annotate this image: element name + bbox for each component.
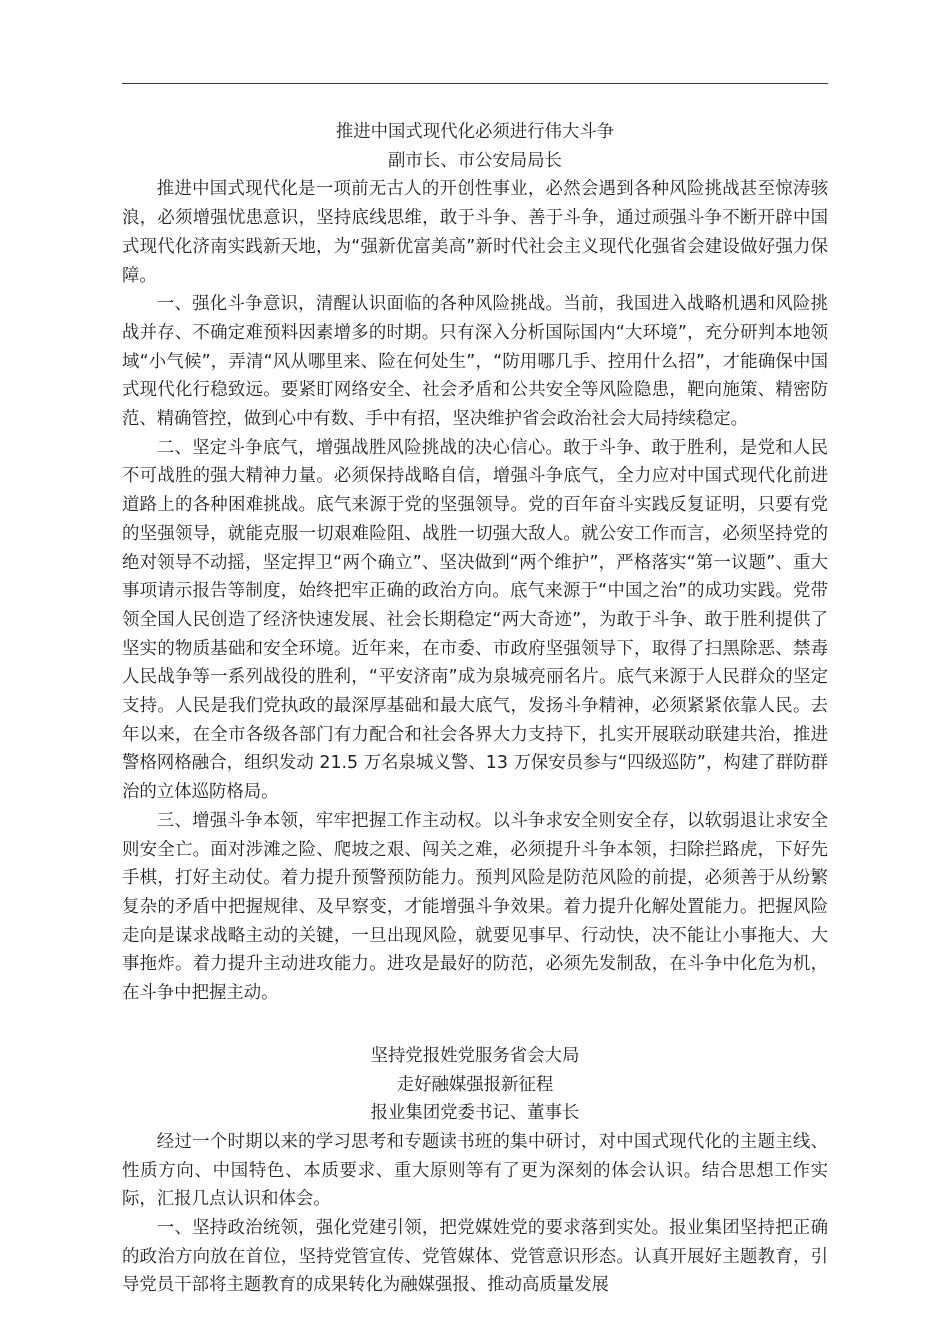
article-1-paragraph: 三、增强斗争本领，牢牢把握工作主动权。以斗争求安全则安全存，以软弱退让求安全则安全亡。面对涉滩之险、爬坡之艰、闯关之难，必须提升斗争本领，扫除拦路虎，下好先手棋，打好主动仗。着力提升预警预防能力。预判风险是防范风险的前提，必须善于从纷繁复杂的矛盾中把握规律、及早察变，才能增强斗争效果。着力提升化解处置能力。把握风险走向是谋求战略主动的关键，一旦出现风险，就要见事早、行动快，决不能让小事拖大、大事拖炸。着力提升主动进攻能力。进攻是最好的防范，必须先发制敌，在斗争中化危为机，在斗争中把握主动。	[122, 810, 828, 1004]
article-1-paragraph: 二、坚定斗争底气，增强战胜风险挑战的决心信心。敢于斗争、敢于胜利，是党和人民不可战胜的强大精神力量。必须保持战略自信，增强斗争底气，全力应对中国式现代化前进道路上的各种困难挑战。底气来源于党的坚强领导。党的百年奋斗实践反复证明，只要有党的坚强领导，就能克服一切艰难险阻、战胜一切强大敌人。就公安工作而言，必须坚持党的绝对领导不动摇，坚定捍卫“两个确立”、坚决做到“两个维护”，严格落实“第一议题”、重大事项请示报告等制度，始终把牢正确的政治方向。底气来源于“中国之治”的成功实践。党带领全国人民创造了经济快速发展、社会长期稳定“两大奇迹”，为敢于斗争、敢于胜利提供了坚实的物质基础和安全环境。近年来，在市委、市政府坚强领导下，取得了扫黑除恶、禁毒人民战争等一系列战役的胜利，“平安济南”成为泉城亮丽名片。底气来源于人民群众的坚定支持。人民是我们党执政的最深厚基础和最大底气，发扬斗争精神，必须紧紧依靠人民。去年以来，在全市各级各部门有力配合和社会各界大力支持下，扎实开展联动联建共治，推进警格网格融合，组织发动 21.5 万名泉城义警、13 万保安员参与“四级巡防”，构建了群防群治的立体巡防格局。	[122, 437, 828, 803]
article-1	[122, 118, 828, 1008]
article-1-title: 推进中国式现代化必须进行伟大斗争	[335, 122, 615, 142]
document-body	[122, 118, 828, 1300]
article-1-paragraph: 一、强化斗争意识，清醒认识面临的各种风险挑战。当前，我国进入战略机遇和风险挑战并存、不确定难预料因素增多的时期。只有深入分析国际国内“大环境”，充分研判本地领域“小气候”，弄清“风从哪里来、险在何处生”，“防用哪几手、控用什么招”，才能确保中国式现代化行稳致远。要紧盯网络安全、社会矛盾和公共安全等风险隐患，靶向施策、精密防范、精确管控，做到心中有数、手中有招，坚决维护省会政治社会大局持续稳定。	[122, 294, 828, 430]
article-2-author: 报业集团党委书记、董事长	[370, 1103, 580, 1124]
article-2-paragraph: 经过一个时期以来的学习思考和专题读书班的集中研讨，对中国式现代化的主题主线、性质方向、中国特色、本质要求、重大原则等有了更为深刻的体会认识。结合思想工作实际，汇报几点认识和体会。	[122, 1131, 828, 1210]
article-2-title-line-2: 走好融媒强报新征程	[396, 1074, 554, 1095]
article-2	[122, 1042, 828, 1300]
article-2-paragraph: 一、坚持政治统领，强化党建引领，把党媒姓党的要求落到实处。报业集团坚持把正确的政治方向放在首位，坚持党管宣传、党管媒体、党管意识形态。认真开展好主题教育，引导党员干部将主题教育的成果转化为融媒强报、推动高质量发展	[122, 1218, 828, 1296]
article-1-author: 副市长、市公安局局长	[388, 150, 562, 171]
header-rule	[122, 83, 828, 84]
article-1-paragraph: 推进中国式现代化是一项前无古人的开创性事业，必然会遇到各种风险挑战甚至惊涛骇浪，必须增强忧患意识，坚持底线思维，敢于斗争、善于斗争，通过顽强斗争不断开辟中国式现代化济南实践新天地，为“强新优富美高”新时代社会主义现代化强省会建设做好强力保障。	[122, 179, 828, 286]
section-spacer	[122, 1008, 828, 1042]
article-2-title-line-1: 坚持党报姓党服务省会大局	[370, 1045, 580, 1066]
